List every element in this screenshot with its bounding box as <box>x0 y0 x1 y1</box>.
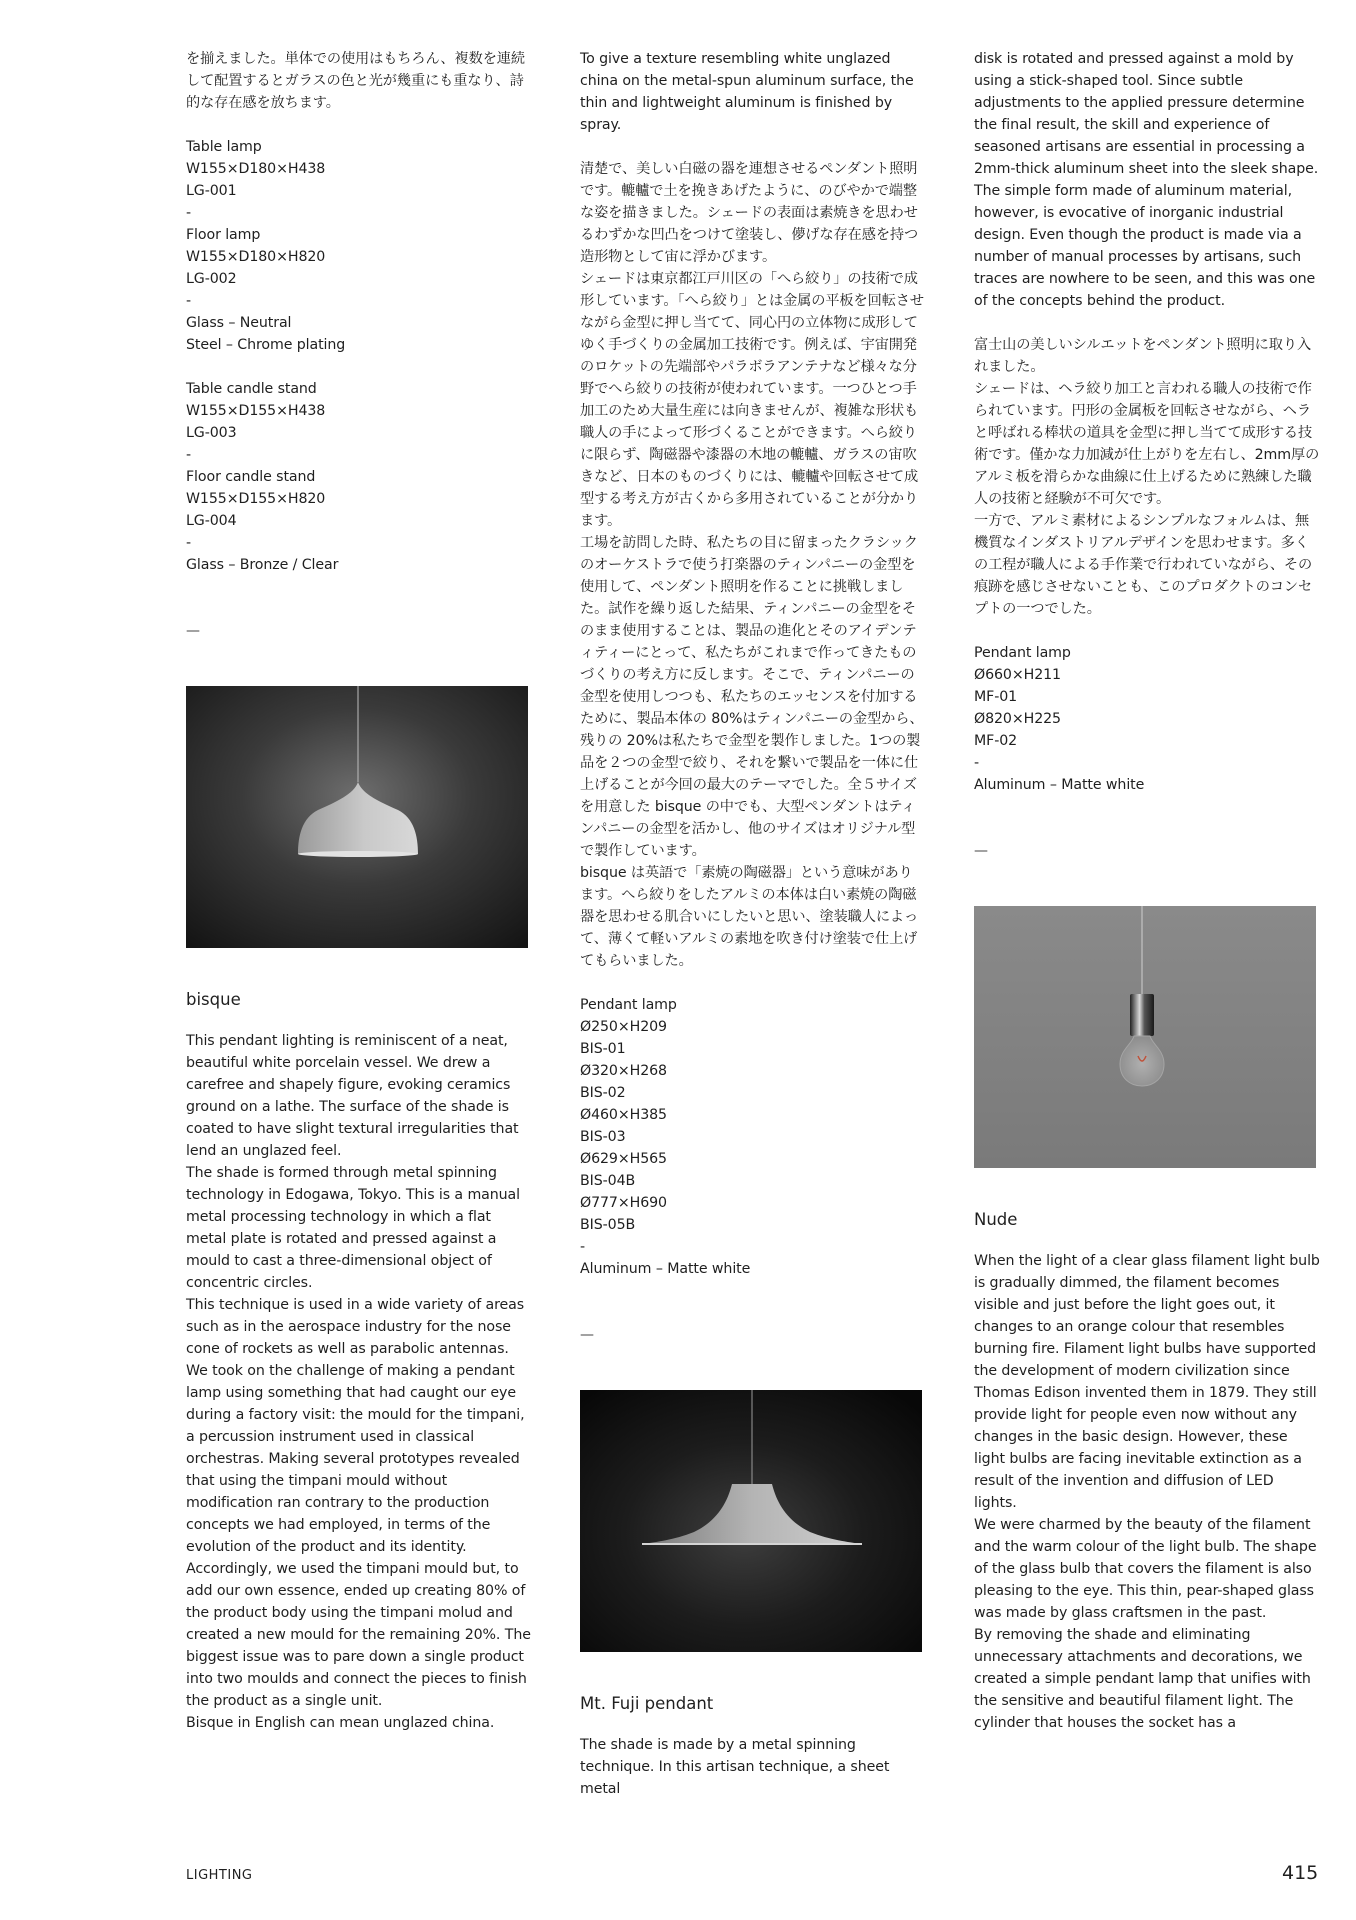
spec-line: - <box>186 535 192 551</box>
spec-line: - <box>580 1239 586 1255</box>
spec-line: Ø660×H211 <box>974 667 1061 683</box>
body-paragraph: This technique is used in a wide variety of areas such as in the aerospace industry for the nose cone of rockets as well as parabolic antennas. <box>186 1297 525 1357</box>
body-paragraph-jp: bisque は英語で「素焼の陶磁器」という意味があります。へら絞りをしたアルミの本体は白い素焼の陶磁器を思わせる肌合いにしたいと思い、塗装職人によって、薄くて軽いアルミの素地を吹き付け塗装で仕上げてもらいました。 <box>580 865 919 969</box>
spec-line: W155×D180×H438 <box>186 161 326 177</box>
nude-description <box>974 1250 1320 1734</box>
bisque-description <box>186 1030 532 1734</box>
page-number: 415 <box>1282 1862 1319 1884</box>
body-paragraph: disk is rotated and pressed against a mold by using a stick-shaped tool. Since subtle adjustments to the applied pressure determine the final result, the skill and experience of seasoned artisans are essential in processing a 2mm-thick aluminum sheet into the sleek shape. <box>974 51 1319 177</box>
spec-line: Glass – Neutral <box>186 315 292 331</box>
body-paragraph: The simple form made of aluminum material, however, is evocative of inorganic industrial design. Even though the product is made via a number of manual processes by artisans, such traces are nowhere to be seen, and this was one of the concepts behind the product. <box>974 183 1316 309</box>
spec-line: BIS-01 <box>580 1041 626 1057</box>
spec-line: W155×D180×H820 <box>186 249 326 265</box>
section-separator: — <box>580 1327 594 1343</box>
spec-line: Ø460×H385 <box>580 1107 667 1123</box>
spec-line: Aluminum – Matte white <box>580 1261 751 1277</box>
body-paragraph-jp: 工場を訪問した時、私たちの目に留まったクラシックのオーケストラで使う打楽器のティンパニーの金型を使用して、ペンダント照明を作ることに挑戦しました。試作を繰り返した結果、ティンパニーの金型をそのまま使用することは、製品の進化とそのアイデンティティーにとって、私たちがこれまで作ってきたものづくりの考え方に反します。そこで、ティンパニーの金型を使用しつつも、私たちのエッセンスを付加するために、製品本体の 80%はティンパニーの金型から、残りの 20%は私たちで金型を製作しました。1つの製品を２つの金型で絞り、それを繋いで製品を一体に仕上げることが今回の最大のテーマでした。全５サイズを用意した bisque の中でも、大型ペンダントはティンパニーの金型を活かし、他のサイズはオリジナル型で製作しています。 <box>580 535 924 859</box>
body-paragraph-jp: 一方で、アルミ素材によるシンプルなフォルムは、無機質なインダストリアルデザインを思わせます。多くの工程が職人による手作業で行われていながら、その痕跡を感じさせないことも、このプロダクトのコンセプトの一つでした。 <box>974 513 1313 617</box>
footer-section-label: LIGHTING <box>186 1868 253 1883</box>
nude-photo <box>974 906 1316 1168</box>
spec-line: Ø320×H268 <box>580 1063 667 1079</box>
bisque-description-jp <box>580 158 926 972</box>
body-paragraph: The shade is formed through metal spinning technology in Edogawa, Tokyo. This is a manual metal processing technology in which a flat metal plate is rotated and pressed against a mould to cast a three-dimensional object of concentric circles. <box>186 1165 520 1291</box>
body-paragraph-jp: 清楚で、美しい白磁の器を連想させるペンダント照明です。轆轤で土を挽きあげたように、のびやかで端整な姿を描きました。シェードの表面は素焼きを思わせるわずかな凹凸をつけて塗装し、儚げな存在感を持つ造形物として宙に浮かびます。 <box>580 161 919 265</box>
column-right <box>974 48 1320 1734</box>
mt-fuji-description-jp <box>974 334 1320 620</box>
spec-line: W155×D155×H820 <box>186 491 326 507</box>
spec-line: W155×D155×H438 <box>186 403 326 419</box>
mt-fuji-lamp-image <box>580 1390 922 1652</box>
mt-fuji-description <box>974 48 1320 312</box>
spec-line: BIS-05B <box>580 1217 636 1233</box>
spec-line: Ø777×H690 <box>580 1195 667 1211</box>
spec-line: Floor lamp <box>186 227 261 243</box>
spec-line: MF-01 <box>974 689 1018 705</box>
section-separator: — <box>186 623 200 639</box>
bisque-specs <box>580 994 926 1280</box>
body-paragraph: The shade is made by a metal spinning technique. In this artisan technique, a sheet metal <box>580 1737 890 1797</box>
spec-line: LG-004 <box>186 513 237 529</box>
spec-line: Glass – Bronze / Clear <box>186 557 339 573</box>
bisque-lamp-image <box>186 686 528 948</box>
intro-en-text: To give a texture resembling white unglazed china on the metal-spun aluminum surface, the thin and lightweight aluminum is finished by spray. <box>580 51 914 133</box>
column-middle <box>580 48 926 1800</box>
body-paragraph: When the light of a clear glass filament light bulb is gradually dimmed, the filament becomes visible and just before the light goes out, it changes to an orange colour that resembles burning fire. Filament light bulbs have supported the development of modern civilization since Thomas Edison invented them in 1879. They still provide light for people even now without any changes in the basic design. However, these light bulbs are facing inevitable extinction as a result of the invention and diffusion of LED lights. <box>974 1253 1320 1511</box>
spec-line: BIS-02 <box>580 1085 626 1101</box>
body-paragraph-jp: 富士山の美しいシルエットをペンダント照明に取り入れました。 <box>974 337 1312 375</box>
spec-line: Aluminum – Matte white <box>974 777 1145 793</box>
body-paragraph: We were charmed by the beauty of the filament and the warm colour of the light bulb. The shape of the glass bulb that covers the filament is also pleasing to the eye. This thin, pear-shaped glass was made by glass craftsmen in the past. <box>974 1517 1317 1621</box>
body-paragraph: By removing the shade and eliminating unnecessary attachments and decorations, we created a simple pendant lamp that unifies with the sensitive and beautiful filament light. The cylinder that houses the socket has a <box>974 1627 1311 1731</box>
product-title-mt-fuji: Mt. Fuji pendant <box>580 1694 714 1713</box>
mt-fuji-specs <box>974 642 1320 796</box>
lg-specs-1 <box>186 136 532 356</box>
spec-line: Floor candle stand <box>186 469 316 485</box>
spec-line: Steel – Chrome plating <box>186 337 346 353</box>
spec-line: BIS-03 <box>580 1129 626 1145</box>
spec-line: - <box>186 293 192 309</box>
spec-line: Ø629×H565 <box>580 1151 667 1167</box>
body-paragraph: Bisque in English can mean unglazed china. <box>186 1715 495 1731</box>
body-paragraph-jp: シェードは、ヘラ絞り加工と言われる職人の技術で作られています。円形の金属板を回転させながら、ヘラと呼ばれる棒状の道具を金型に押し当てて成形する技術です。僅かな力加減が仕上がりを左右し、2mm厚のアルミ板を滑らかな曲線に仕上げるために熟練した職人の技術と経験が不可欠です。 <box>974 381 1320 507</box>
spec-line: BIS-04B <box>580 1173 636 1189</box>
spec-line: Table candle stand <box>186 381 317 397</box>
spec-line: LG-003 <box>186 425 237 441</box>
section-separator: — <box>974 843 988 859</box>
spec-line: LG-002 <box>186 271 237 287</box>
spec-line: Pendant lamp <box>580 997 677 1013</box>
spec-line: - <box>186 447 192 463</box>
spec-line: Ø820×H225 <box>974 711 1061 727</box>
product-title-nude: Nude <box>974 1210 1018 1229</box>
body-paragraph: This pendant lighting is reminiscent of a neat, beautiful white porcelain vessel. We drew a carefree and shapely figure, evoking ceramics ground on a lathe. The surface of the shade is coated to have slight textural irregularities that lend an unglazed feel. <box>186 1033 519 1159</box>
bisque-photo <box>186 686 528 948</box>
spec-line: LG-001 <box>186 183 237 199</box>
nude-lamp-image <box>974 906 1316 1168</box>
lg-specs-2 <box>186 378 532 576</box>
spec-line: Table lamp <box>186 139 262 155</box>
intro-jp-text: を揃えました。単体での使用はもちろん、複数を連続して配置するとガラスの色と光が幾重にも重なり、詩的な存在感を放ちます。 <box>186 51 525 111</box>
spec-line: MF-02 <box>974 733 1018 749</box>
spec-line: Pendant lamp <box>974 645 1071 661</box>
body-paragraph-jp: シェードは東京都江戸川区の「へら絞り」の技術で成形しています。「へら絞り」とは金属の平板を回転させながら金型に押し当てて、同心円の立体物に成形してゆく手づくりの金属加工技術です。例えば、宇宙開発のロケットの先端部やパラボラアンテナなど様々な分野でへら絞りの技術が使われています。一つひとつ手加工のため大量生産には向きませんが、複雑な形状も職人の手によって形づくることができます。へら絞りに限らず、陶磁器や漆器の木地の轆轤、ガラスの宙吹きなど、日本のものづくりには、轆轤や回転させて成型する考え方が古くから多用されていることが分かります。 <box>580 271 924 529</box>
spec-line: - <box>974 755 980 771</box>
mt-fuji-photo <box>580 1390 922 1652</box>
product-title-bisque: bisque <box>186 990 241 1009</box>
body-paragraph: We took on the challenge of making a pendant lamp using something that had caught our eye during a factory visit: the mould for the timpani, a percussion instrument used in classical orchestras. Making several prototypes revealed that using the timpani mould without modification ran contrary to the production concepts we had employed, in terms of the evolution of the product and its identity. Accordingly, we used the timpani mould but, to add our own essence, ended up creating 80% of the product body using the timpani molud and created a new mould for the remaining 20%. The biggest issue was to pare down a single product into two moulds and connect the pieces to finish the product as a single unit. <box>186 1363 531 1709</box>
column-left <box>186 48 532 1734</box>
spec-line: - <box>186 205 192 221</box>
spec-line: Ø250×H209 <box>580 1019 667 1035</box>
